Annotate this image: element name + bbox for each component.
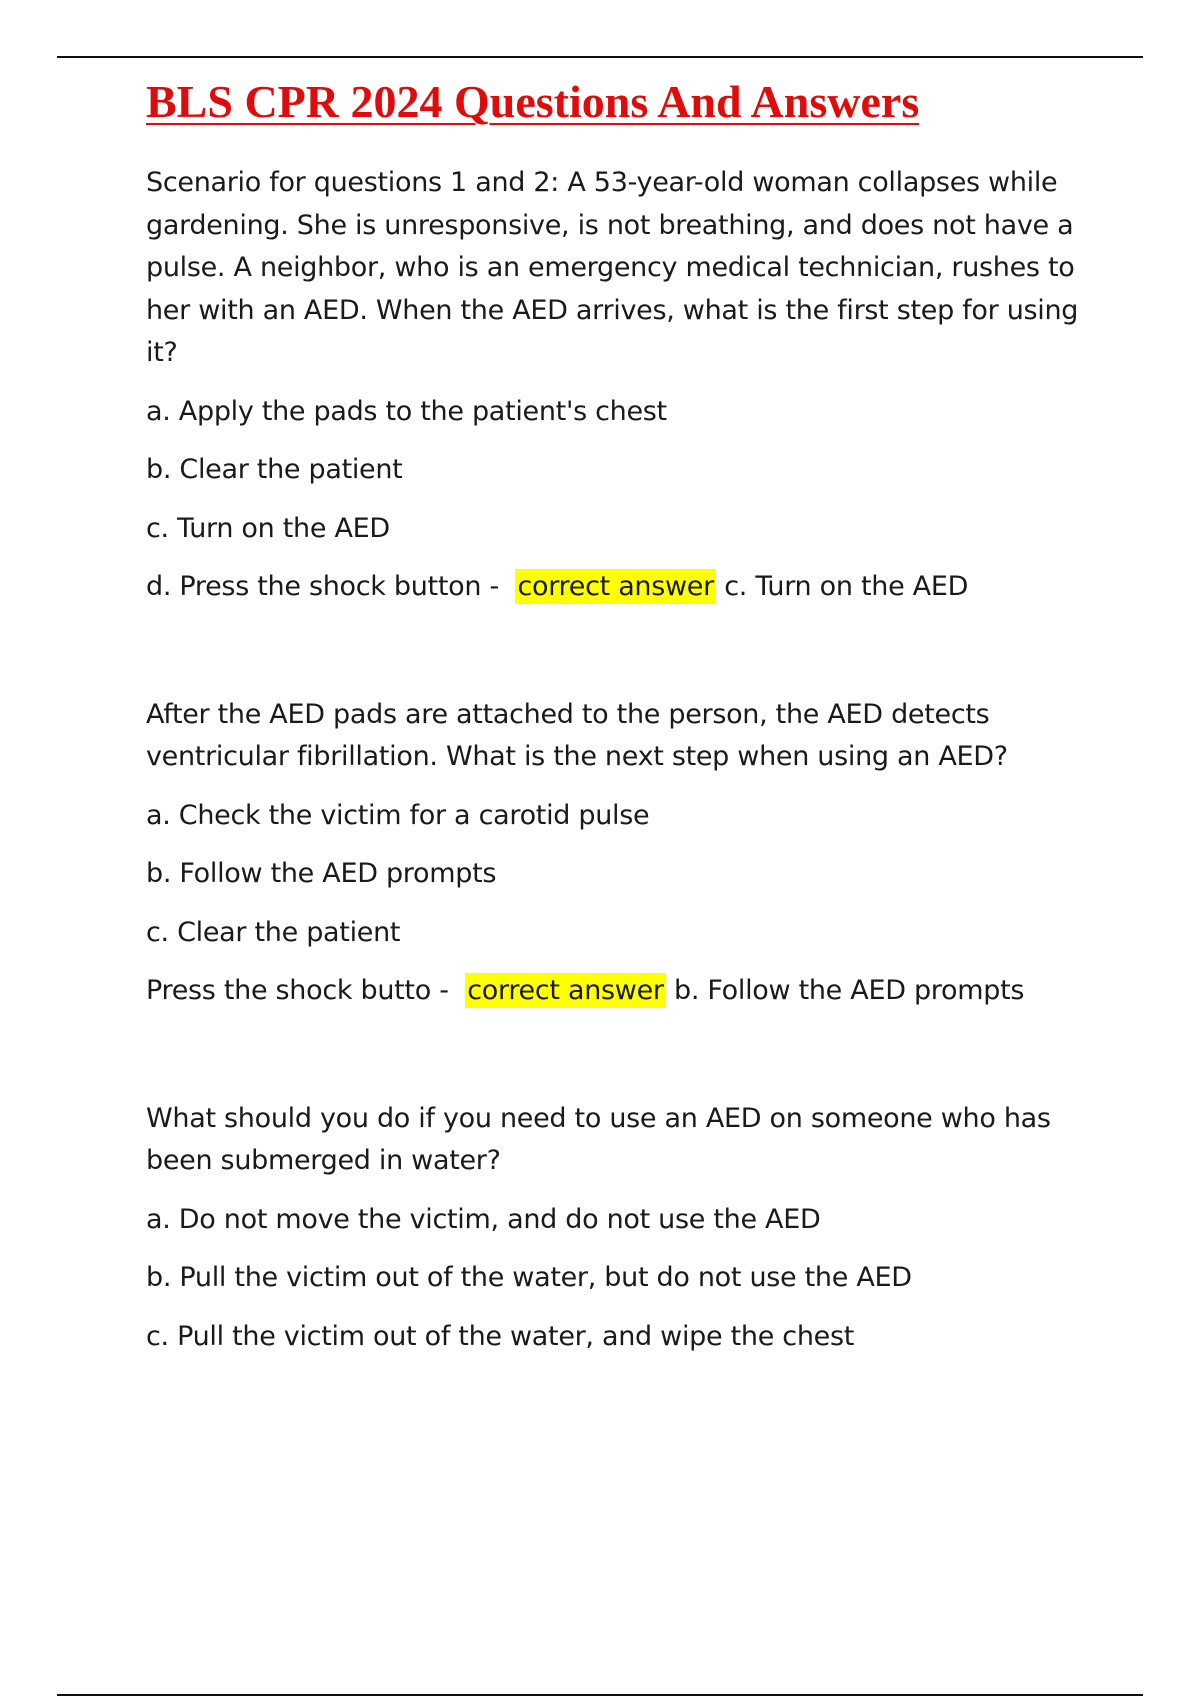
spacer xyxy=(146,621,1066,694)
question-line: her with an AED. When the AED arrives, what is the first step for using xyxy=(146,294,1079,326)
question-line: Scenario for questions 1 and 2: A 53-year-old woman collapses while xyxy=(146,167,1058,198)
answer-option: a. Do not move the victim, and do not use the AED xyxy=(146,1203,821,1235)
answer-option: b. Follow the AED prompts xyxy=(146,858,497,889)
question-3 xyxy=(146,1098,1066,1359)
question-line: After the AED pads are attached to the person, the AED detects xyxy=(146,698,990,730)
answer-option: c. Pull the victim out of the water, and wipe the chest xyxy=(146,1320,855,1352)
top-rule xyxy=(57,56,1143,58)
answer-option: a. Check the victim for a carotid pulse xyxy=(146,799,650,831)
question-line: What should you do if you need to use an AED on someone who has xyxy=(146,1102,1051,1134)
document-title: BLS CPR 2024 Questions And Answers xyxy=(146,76,920,127)
answer-option: Press the shock butto - xyxy=(146,975,449,1006)
question-2 xyxy=(146,694,1066,1013)
correct-answer-highlight: correct answer xyxy=(517,571,714,602)
question-line: it? xyxy=(146,337,178,368)
bottom-rule xyxy=(57,1694,1143,1696)
question-1 xyxy=(146,162,1079,609)
answer-option: a. Apply the pads to the patient's chest xyxy=(146,395,667,427)
answer-option: b. Clear the patient xyxy=(146,454,403,485)
correct-answer-text: c. Turn on the AED xyxy=(724,571,969,602)
question-line: ventricular fibrillation. What is the next step when using an AED? xyxy=(146,741,1008,772)
document-page xyxy=(146,72,1079,1370)
correct-answer-highlight: correct answer xyxy=(467,975,664,1006)
answer-option: d. Press the shock button - xyxy=(146,571,499,602)
answer-option: c. Turn on the AED xyxy=(146,512,390,544)
answer-option: b. Pull the victim out of the water, but do not use the AED xyxy=(146,1262,912,1293)
correct-answer-text: b. Follow the AED prompts xyxy=(674,975,1025,1006)
question-line: pulse. A neighbor, who is an emergency medical technician, rushes to xyxy=(146,252,1075,283)
answer-line xyxy=(146,970,1066,1013)
answer-option: c. Clear the patient xyxy=(146,916,401,948)
question-line: gardening. She is unresponsive, is not breathing, and does not have a xyxy=(146,209,1074,241)
question-line: been submerged in water? xyxy=(146,1145,501,1176)
spacer xyxy=(146,1025,1066,1098)
answer-line xyxy=(146,566,1066,609)
